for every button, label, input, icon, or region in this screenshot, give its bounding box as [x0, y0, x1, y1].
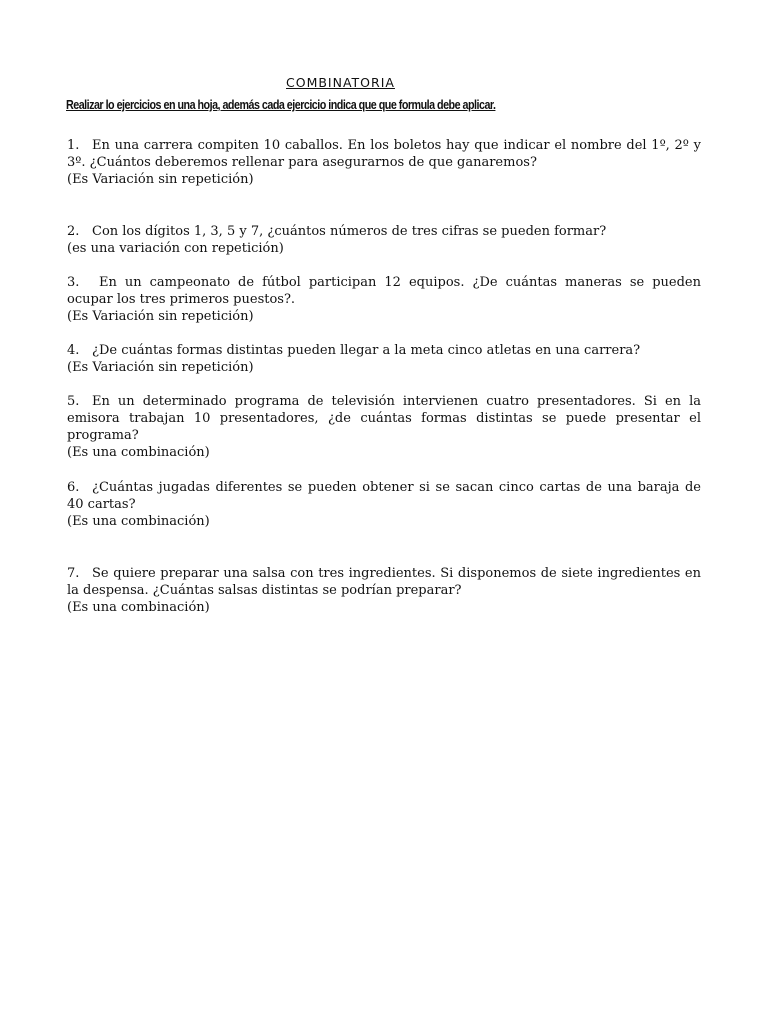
exercise-7-note: (Es una combinación) — [67, 600, 210, 615]
exercise-7-text: Se quiere preparar una salsa con tres ingredientes. Si disponemos de siete ingredientes en la despensa. ¿Cuántas salsas distintas se podrían preparar? — [67, 566, 701, 598]
exercise-7-number: 7. — [67, 566, 80, 581]
exercise-1-statement — [67, 137, 701, 171]
exercise-3 — [67, 274, 701, 325]
exercise-5-statement — [67, 393, 701, 444]
exercise-1 — [67, 137, 701, 188]
instruction-text: Realizar lo ejercicios en una hoja, además cada ejercicio indica que que formula debe aplicar. — [66, 98, 496, 112]
page-title: COMBINATORIA — [286, 75, 395, 90]
exercise-5-number: 5. — [67, 394, 80, 409]
exercise-1-note: (Es Variación sin repetición) — [67, 172, 254, 187]
exercise-2-text: Con los dígitos 1, 3, 5 y 7, ¿cuántos números de tres cifras se pueden formar? — [92, 224, 607, 239]
exercise-7 — [67, 565, 701, 616]
exercise-2-number: 2. — [67, 224, 80, 239]
title-wrapper — [286, 74, 395, 92]
exercise-4-statement — [67, 342, 701, 359]
exercise-4-note: (Es Variación sin repetición) — [67, 360, 254, 375]
exercise-6 — [67, 479, 701, 530]
exercise-1-text: En una carrera compiten 10 caballos. En los boletos hay que indicar el nombre del 1º, 2º y 3º. ¿Cuántos deberemos rellenar para asegurarnos de que ganaremos? — [67, 138, 701, 170]
exercise-3-number: 3. — [67, 275, 80, 290]
exercise-7-statement — [67, 565, 701, 599]
exercise-2-note: (es una variación con repetición) — [67, 241, 284, 256]
exercise-5 — [67, 393, 701, 461]
exercise-3-statement — [67, 274, 701, 308]
exercise-4-number: 4. — [67, 343, 80, 358]
exercise-6-number: 6. — [67, 480, 80, 495]
exercise-6-text: ¿Cuántas jugadas diferentes se pueden obtener si se sacan cinco cartas de una baraja de 40 cartas? — [67, 480, 701, 512]
exercise-5-note: (Es una combinación) — [67, 445, 210, 460]
exercise-5-text: En un determinado programa de televisión intervienen cuatro presentadores. Si en la emisora trabajan 10 presentadores, ¿de cuántas formas distintas se puede presentar el programa? — [67, 394, 701, 443]
exercise-2-statement — [67, 223, 701, 240]
exercise-3-text: En un campeonato de fútbol participan 12 equipos. ¿De cuántas maneras se pueden ocupar los tres primeros puestos?. — [67, 275, 701, 307]
exercise-1-number: 1. — [67, 138, 80, 153]
exercise-2 — [67, 223, 701, 257]
exercise-6-statement — [67, 479, 701, 513]
exercise-3-note: (Es Variación sin repetición) — [67, 309, 254, 324]
exercise-4 — [67, 342, 701, 376]
exercise-4-text: ¿De cuántas formas distintas pueden llegar a la meta cinco atletas en una carrera? — [92, 343, 641, 358]
exercise-6-note: (Es una combinación) — [67, 514, 210, 529]
